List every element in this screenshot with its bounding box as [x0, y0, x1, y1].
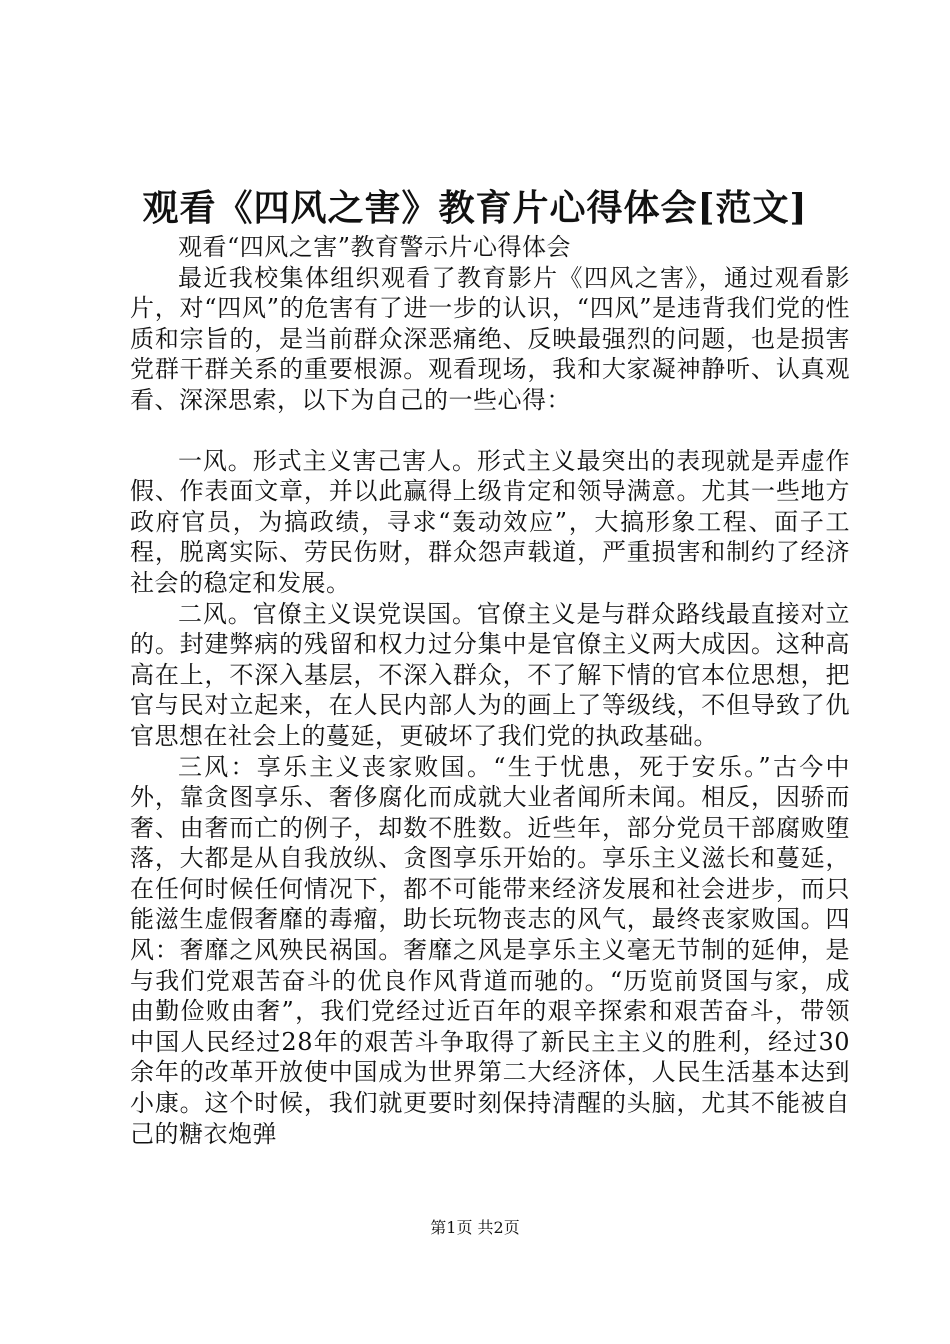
page-footer: 第1页 共2页	[430, 1218, 520, 1237]
paragraph-hedonism-extravagance: 三风：享乐主义丧家败国。“生于忧患，死于安乐。”古今中外，靠贪图享乐、奢侈腐化而成就大业者闻所未闻。相反，因骄而奢、由奢而亡的例子，却数不胜数。近些年，部分党员干部腐败堕落，大都是从自我放纵、贪图享乐开始的。享乐主义滋长和蔓延，在任何时候任何情况下，都不可能带来经济发展和社会进步，而只能滋生虚假奢靡的毒瘤，助长玩物丧志的风气，最终丧家败国。四风：奢靡之风殃民祸国。奢靡之风是享乐主义毫无节制的延伸，是与我们党艰苦奋斗的优良作风背道而驰的。“历览前贤国与家，成由勤俭败由奢”，我们党经过近百年的艰辛探索和艰苦奋斗，带领中国人民经过28年的艰苦斗争取得了新民主主义的胜利，经过30余年的改革开放使中国成为世界第二大经济体，人民生活基本达到小康。这个时候，我们就更要时刻保持清醒的头脑，尤其不能被自己的糖衣炮弹	[130, 752, 850, 1148]
document-title: 观看《四风之害》教育片心得体会[范文]	[142, 187, 808, 229]
document-body	[130, 232, 850, 1149]
paragraph-formalism: 一风。形式主义害己害人。形式主义最突出的表现就是弄虚作假、作表面文章，并以此赢得上级肯定和领导满意。尤其一些地方政府官员，为搞政绩，寻求“轰动效应”，大搞形象工程、面子工程，脱离实际、劳民伤财，群众怨声载道，严重损害和制约了经济社会的稳定和发展。	[130, 446, 850, 597]
paragraph-bureaucracy: 二风。官僚主义误党误国。官僚主义是与群众路线最直接对立的。封建弊病的残留和权力过分集中是官僚主义两大成因。这种高高在上，不深入基层，不深入群众，不了解下情的官本位思想，把官与民对立起来，在人民内部人为的画上了等级线，不但导致了仇官思想在社会上的蔓延，更破坏了我们党的执政基础。	[130, 599, 850, 750]
paragraph-intro: 最近我校集体组织观看了教育影片《四风之害》，通过观看影片，对“四风”的危害有了进一步的认识，“四风”是违背我们党的性质和宗旨的，是当前群众深恶痛绝、反映最强烈的问题，也是损害党群干群关系的重要根源。观看现场，我和大家凝神静听、认真观看、深深思索，以下为自己的一些心得：	[130, 263, 850, 414]
document-subtitle: 观看“四风之害”教育警示片心得体会	[178, 233, 572, 261]
